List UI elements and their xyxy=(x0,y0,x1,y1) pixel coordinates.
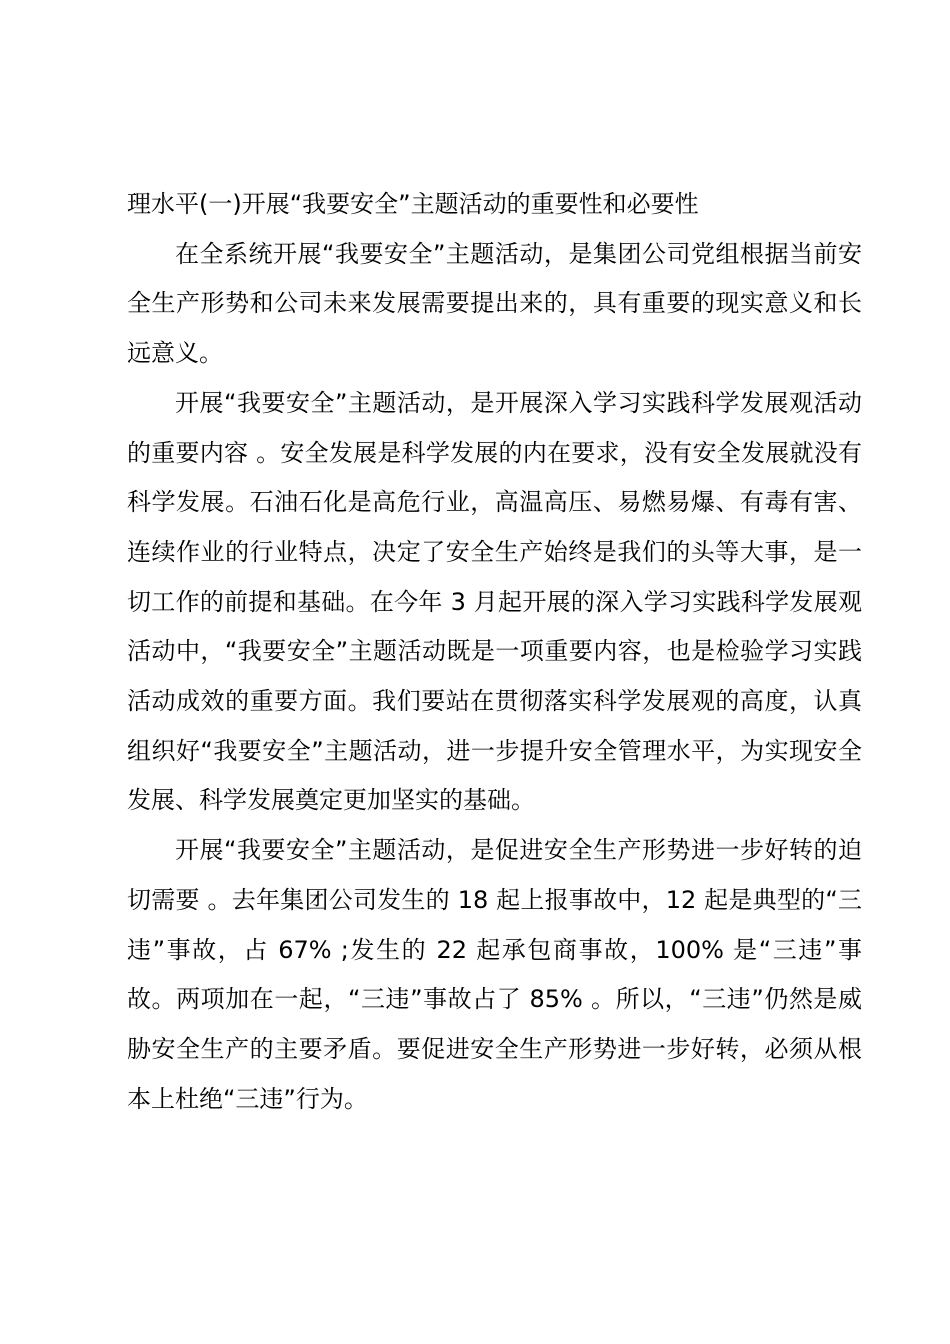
paragraph-3: 开展“我要安全”主题活动，是促进安全生产形势进一步好转的迫切需要 。去年集团公司发生的 18 起上报事故中，12 起是典型的“三违”事故，占 67% ;发生的 22 起承包商事故，100% 是“三违”事故。两项加在一起，“三违”事故占了 85% 。所以，“三违”仍然是威胁安全生产的主要矛盾。要促进安全生产形势进一步好转，必须从根本上杜绝“三违”行为。 xyxy=(127,836,862,1113)
paragraph-2: 开展“我要安全”主题活动，是开展深入学习实践科学发展观活动的重要内容 。安全发展是科学发展的内在要求，没有安全发展就没有科学发展。石油石化是高危行业，高温高压、易燃易爆、有毒有害、连续作业的行业特点，决定了安全生产始终是我们的头等大事，是一切工作的前提和基础。在今年 3 月起开展的深入学习实践科学发展观活动中，“我要安全”主题活动既是一项重要内容，也是检验学习实践活动成效的重要方面。我们要站在贯彻落实科学发展观的高度，认真组织好“我要安全”主题活动，进一步提升安全管理水平，为实现安全发展、科学发展奠定更加坚实的基础。 xyxy=(127,388,862,815)
document-body xyxy=(127,180,862,1124)
section-heading: 理水平(一)开展“我要安全”主题活动的重要性和必要性 xyxy=(127,190,699,218)
paragraph-1: 在全系统开展“我要安全”主题活动，是集团公司党组根据当前安全生产形势和公司未来发展需要提出来的，具有重要的现实意义和长远意义。 xyxy=(127,239,862,368)
